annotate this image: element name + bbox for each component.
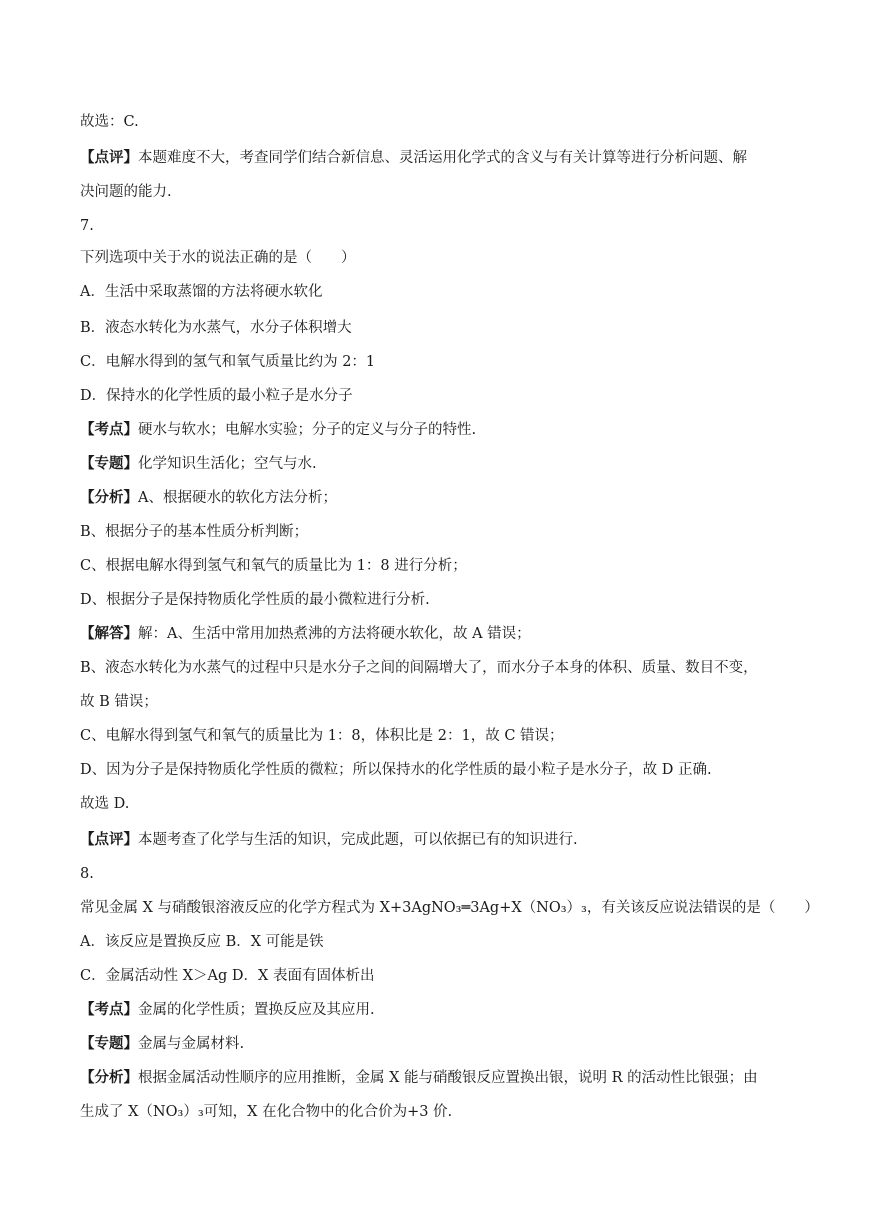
text-line: 故 B 错误； xyxy=(80,694,158,710)
text-line: 【专题】化学知识生活化；空气与水. xyxy=(80,455,317,472)
text-line: 【专题】金属与金属材料. xyxy=(80,1035,245,1052)
option-a: A．生活中采取蒸馏的方法将硬水软化 xyxy=(80,284,323,300)
text-line: 【考点】硬水与软水；电解水实验；分子的定义与分子的特性. xyxy=(80,421,477,438)
text-line: 【点评】本题考查了化学与生活的知识，完成此题，可以依据已有的知识进行. xyxy=(80,831,578,848)
option-row: C．金属活动性 X＞Ag D．X 表面有固体析出 xyxy=(80,968,375,984)
section-tag: 【解答】 xyxy=(80,625,138,642)
section-tag: 【分析】 xyxy=(80,1069,138,1086)
option-b: B．液态水转化为水蒸气，水分子体积增大 xyxy=(80,320,352,336)
option-d: D．保持水的化学性质的最小粒子是水分子 xyxy=(80,388,353,404)
text-line: 生成了 X（NO₃）₃可知，X 在化合物中的化合价为+3 价. xyxy=(80,1104,453,1120)
text-line: D、因为分子是保持物质化学性质的微粒；所以保持水的化学性质的最小粒子是水分子，故 D 正确. xyxy=(80,762,712,778)
text-line: 故选 D. xyxy=(80,796,130,812)
section-tag: 【专题】 xyxy=(80,455,138,472)
text-line: C、电解水得到氢气和氧气的质量比为 1：8，体积比是 2：1，故 C 错误； xyxy=(80,728,564,744)
question-number: 8. xyxy=(80,866,94,882)
section-tag: 【专题】 xyxy=(80,1035,138,1052)
option-row: A．该反应是置换反应 B．X 可能是铁 xyxy=(80,934,324,950)
text-line: 【考点】金属的化学性质；置换反应及其应用. xyxy=(80,1001,375,1018)
text-line: 故选：C. xyxy=(80,114,139,130)
section-tag: 【考点】 xyxy=(80,421,138,438)
section-tag: 【考点】 xyxy=(80,1001,138,1018)
text-line: 【分析】A、根据硬水的软化方法分析； xyxy=(80,489,337,506)
section-tag: 【点评】 xyxy=(80,831,138,848)
text-line: 决问题的能力. xyxy=(80,184,172,200)
text-line: B、根据分子的基本性质分析判断； xyxy=(80,524,309,540)
section-tag: 【点评】 xyxy=(80,149,138,166)
section-tag: 【分析】 xyxy=(80,489,138,506)
text-line: D、根据分子是保持物质化学性质的最小微粒进行分析. xyxy=(80,592,430,608)
text-line: 【分析】根据金属活动性顺序的应用推断，金属 X 能与硝酸银反应置换出银，说明 R 的活动性比银强；由 xyxy=(80,1069,758,1086)
text-line: C、根据电解水得到氢气和氧气的质量比为 1：8 进行分析； xyxy=(80,558,467,574)
text-line: 【点评】本题难度不大，考查同学们结合新信息、灵活运用化学式的含义与有关计算等进行分析问题、解 xyxy=(80,149,747,166)
text-line: B、液态水转化为水蒸气的过程中只是水分子之间的间隔增大了，而水分子本身的体积、质量、数目不变， xyxy=(80,660,758,676)
text-line: 【解答】解：A、生活中常用加热煮沸的方法将硬水软化，故 A 错误； xyxy=(80,625,531,642)
question-stem: 常见金属 X 与硝酸银溶液反应的化学方程式为 X+3AgNO₃═3Ag+X（NO₃）₃，有关该反应说法错误的是（ ） xyxy=(80,900,819,916)
question-stem: 下列选项中关于水的说法正确的是（ ） xyxy=(80,250,356,266)
question-number: 7. xyxy=(80,218,94,234)
option-c: C．电解水得到的氢气和氧气质量比约为 2：1 xyxy=(80,354,376,370)
